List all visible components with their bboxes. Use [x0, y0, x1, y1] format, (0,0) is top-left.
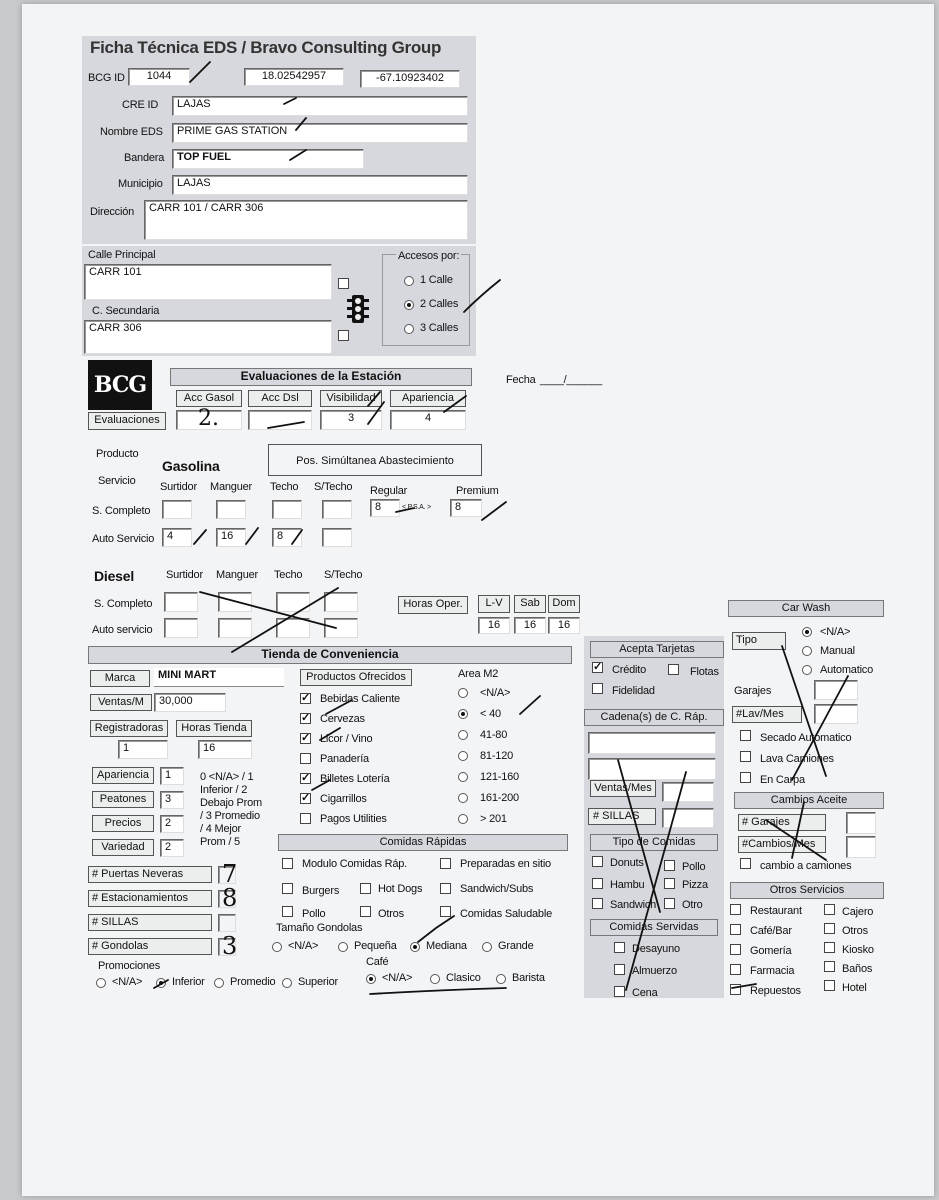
diesel-row-label: S. Completo: [94, 598, 153, 610]
rating-button[interactable]: Apariencia: [92, 767, 154, 784]
diesel-title: Diesel: [94, 568, 135, 584]
comida-label: Burgers: [302, 885, 340, 897]
area-radio[interactable]: [458, 793, 468, 803]
aceite-garajes-button[interactable]: # Garajes: [738, 814, 826, 831]
cafe-option-label: Clasico: [446, 972, 481, 984]
comida-label: Hot Dogs: [378, 883, 423, 895]
area-option-label: < 40: [480, 708, 501, 720]
tarjeta-label: Flotas: [690, 666, 719, 678]
producto-checkbox[interactable]: ✓: [301, 792, 311, 804]
area-option-label: > 201: [480, 813, 507, 825]
tipo-comida-checkbox[interactable]: [592, 898, 603, 909]
otro-servicio-checkbox[interactable]: [824, 942, 835, 953]
gas-cell-field[interactable]: [272, 500, 302, 519]
otro-servicio-label: Kiosko: [842, 944, 874, 956]
cafe-radio[interactable]: [430, 974, 440, 984]
tipo-comida-checkbox[interactable]: [664, 878, 675, 889]
servicio-label: Servicio: [98, 475, 136, 487]
calle-principal-checkbox[interactable]: [338, 278, 349, 289]
tamano-radio[interactable]: [482, 942, 492, 952]
evaluaciones-button[interactable]: Evaluaciones: [88, 412, 166, 430]
tarjeta-checkbox[interactable]: ✓: [593, 661, 603, 673]
premium-field[interactable]: 8: [450, 499, 482, 517]
promocion-option-label: <N/A>: [112, 976, 143, 988]
tamano-radio[interactable]: [338, 942, 348, 952]
ventas-button[interactable]: Ventas/M: [90, 694, 152, 711]
garajes-label: Garajes: [734, 685, 772, 697]
cadena-ventas-field[interactable]: [662, 782, 714, 802]
otro-servicio-checkbox[interactable]: [730, 904, 741, 915]
gas-cell-field[interactable]: 4: [162, 528, 192, 547]
puertas-handwritten: 7: [222, 860, 238, 888]
producto-label: Bebidas Caliente: [320, 693, 400, 705]
diesel-row-label: Auto servicio: [92, 624, 153, 636]
otro-servicio-checkbox[interactable]: [824, 961, 835, 972]
horas-tienda-field[interactable]: 16: [198, 740, 252, 759]
diesel-col-label: Surtidor: [166, 569, 203, 581]
otro-servicio-checkbox[interactable]: [824, 923, 835, 934]
producto-label: Producto: [96, 448, 139, 460]
promocion-radio[interactable]: [96, 978, 106, 988]
tarjeta-label: Crédito: [612, 664, 647, 676]
carwash-option-checkbox[interactable]: [740, 751, 751, 762]
count-button[interactable]: # Puertas Neveras: [88, 866, 212, 883]
eval-value-field[interactable]: [248, 410, 312, 430]
cre-id-field[interactable]: LAJAS: [172, 96, 468, 116]
area-option-label: 121-160: [480, 771, 519, 783]
camiones-label: cambio a camiones: [760, 860, 852, 872]
cadena-sillas-field[interactable]: [662, 808, 714, 828]
area-radio[interactable]: [458, 688, 468, 698]
calle-principal-field[interactable]: CARR 101: [84, 264, 332, 300]
direccion-label: Dirección: [90, 206, 135, 218]
count-field[interactable]: [218, 914, 236, 932]
rating-button[interactable]: Variedad: [92, 839, 154, 856]
eval-col-button[interactable]: Acc Dsl: [248, 390, 312, 407]
promociones-label: Promociones: [98, 960, 160, 972]
carwash-tipo-radio[interactable]: [802, 646, 812, 656]
comida-checkbox[interactable]: [282, 906, 293, 917]
producto-label: Licor / Vino: [320, 733, 373, 745]
tipo-comidas-title: Tipo de Comidas: [590, 834, 718, 851]
cadena-ventas-button[interactable]: Ventas/Mes: [590, 780, 656, 797]
comida-label: Pollo: [302, 908, 326, 920]
tamano-label: Tamaño Gondolas: [276, 922, 363, 934]
otro-servicio-checkbox[interactable]: [730, 924, 741, 935]
horas-value-field[interactable]: 16: [548, 617, 580, 634]
rating-scale-text: Inferior / 2: [200, 784, 248, 796]
otro-servicio-checkbox[interactable]: [824, 980, 835, 991]
servida-checkbox[interactable]: [614, 986, 625, 997]
rating-scale-text: Debajo Prom: [200, 797, 262, 809]
carwash-option-checkbox[interactable]: [740, 730, 751, 741]
rating-field[interactable]: 3: [160, 791, 184, 809]
otro-servicio-label: Farmacia: [750, 965, 795, 977]
marca-field[interactable]: MINI MART: [154, 668, 284, 687]
horas-col-button[interactable]: L-V: [478, 595, 510, 613]
garajes-field[interactable]: [814, 680, 858, 700]
nombre-field[interactable]: PRIME GAS STATION: [172, 123, 468, 143]
producto-checkbox[interactable]: ✓: [301, 692, 311, 704]
comida-label: Preparadas en sitio: [460, 858, 551, 870]
tamano-option-label: Grande: [498, 940, 534, 952]
rating-scale-text: / 3 Promedio: [200, 810, 260, 822]
lavmes-button[interactable]: #Lav/Mes: [732, 706, 802, 723]
promocion-radio[interactable]: [282, 978, 292, 988]
productos-button[interactable]: Productos Ofrecidos: [300, 669, 412, 686]
area-option-label: 161-200: [480, 792, 519, 804]
carwash-tipo-label: Automatico: [820, 664, 874, 676]
carwash-option-label: Secado Automatico: [760, 732, 852, 744]
otro-servicio-checkbox[interactable]: [730, 944, 741, 955]
horas-value-field[interactable]: 16: [514, 617, 546, 634]
eval-col-button[interactable]: Acc Gasol: [176, 390, 242, 407]
rating-button[interactable]: Peatones: [92, 791, 154, 808]
ventas-field[interactable]: 30,000: [154, 693, 226, 712]
producto-label: Cervezas: [320, 713, 365, 725]
rating-scale-text: 0 <N/A> / 1: [200, 771, 254, 783]
comida-checkbox[interactable]: [440, 906, 451, 917]
calle-secundaria-field[interactable]: CARR 306: [84, 320, 332, 354]
camiones-checkbox[interactable]: [740, 858, 751, 869]
producto-checkbox[interactable]: ✓: [301, 772, 311, 784]
carwash-option-checkbox[interactable]: [740, 772, 751, 783]
regular-label: Regular: [370, 485, 408, 497]
horas-col-button[interactable]: Dom: [548, 595, 580, 613]
producto-checkbox[interactable]: ✓: [301, 732, 311, 744]
gas-row-label: Auto Servicio: [92, 533, 155, 545]
diesel-col-label: Techo: [274, 569, 303, 581]
area-radio[interactable]: [458, 772, 468, 782]
tamano-radio[interactable]: [272, 942, 282, 952]
registradoras-button[interactable]: Registradoras: [90, 720, 168, 737]
gas-cell-field[interactable]: 16: [216, 528, 246, 547]
servida-checkbox[interactable]: [614, 942, 625, 953]
comida-checkbox[interactable]: [282, 858, 293, 869]
otro-servicio-checkbox[interactable]: [730, 984, 741, 995]
cadena-field-1[interactable]: [588, 732, 716, 754]
servida-label: Almuerzo: [632, 965, 677, 977]
gas-col-label: Surtidor: [160, 481, 197, 493]
comidas-rapidas-title: Comidas Rápidas: [278, 834, 568, 851]
carwash-tipo-label: Manual: [820, 645, 855, 657]
producto-checkbox[interactable]: [300, 813, 311, 824]
eval-gasol-handwritten: 2.: [198, 406, 219, 431]
comida-label: Modulo Comidas Ráp.: [302, 858, 408, 870]
calle-secundaria-checkbox[interactable]: [338, 330, 349, 341]
tamano-option-label: Mediana: [426, 940, 467, 952]
otro-servicio-label: Café/Bar: [750, 925, 792, 937]
rating-scale-text: / 4 Mejor: [200, 823, 241, 835]
carwash-tipo-button[interactable]: Tipo: [732, 632, 786, 650]
cadena-sillas-button[interactable]: # SILLAS: [588, 808, 656, 825]
pos-simultanea-box: Pos. Simúltanea Abastecimiento: [268, 444, 482, 476]
otro-servicio-label: Baños: [842, 963, 873, 975]
cadena-field-2[interactable]: [588, 758, 716, 780]
longitude-field[interactable]: -67.10923402: [360, 70, 460, 88]
cadena-title: Cadena(s) de C. Ráp.: [584, 709, 724, 726]
municipio-field[interactable]: LAJAS: [172, 175, 468, 195]
promocion-option-label: Superior: [298, 976, 338, 988]
carwash-option-label: Lava Camiones: [760, 753, 834, 765]
premium-label: Premium: [456, 485, 499, 497]
gondolas-handwritten: 3: [222, 932, 238, 960]
horas-oper-button[interactable]: Horas Oper.: [398, 596, 468, 614]
gas-cell-field[interactable]: [322, 528, 352, 547]
horas-tienda-button[interactable]: Horas Tienda: [176, 720, 252, 737]
fecha-value[interactable]: ____/______: [540, 374, 603, 386]
bandera-label: Bandera: [124, 152, 165, 164]
carwash-tipo-label: <N/A>: [820, 626, 851, 638]
horas-value-field[interactable]: 16: [478, 617, 510, 634]
rating-button[interactable]: Precios: [92, 815, 154, 832]
tipo-comida-label: Pizza: [682, 879, 708, 891]
gas-cell-field[interactable]: [216, 500, 246, 519]
bcg-logo: BCG: [88, 360, 152, 410]
eval-col-button[interactable]: Apariencia: [390, 390, 466, 407]
area-radio[interactable]: [458, 730, 468, 740]
carwash-option-label: En Carpa: [760, 774, 805, 786]
otro-servicio-label: Otros: [842, 925, 868, 937]
cafe-radio[interactable]: [366, 974, 376, 984]
area-radio[interactable]: [458, 709, 468, 719]
eval-col-button[interactable]: Visibilidad: [320, 390, 382, 407]
horas-col-button[interactable]: Sab: [514, 595, 546, 613]
registradoras-field[interactable]: 1: [118, 740, 168, 759]
otro-servicio-checkbox[interactable]: [730, 964, 741, 975]
gas-col-label: S/Techo: [314, 481, 353, 493]
otro-servicio-label: Hotel: [842, 982, 867, 994]
otro-servicio-label: Repuestos: [750, 985, 801, 997]
comida-label: Otros: [378, 908, 404, 920]
cafe-option-label: Barista: [512, 972, 545, 984]
cafe-radio[interactable]: [496, 974, 506, 984]
estacionamientos-handwritten: 8: [222, 884, 238, 912]
rating-field[interactable]: 2: [160, 815, 184, 833]
otros-title: Otros Servicios: [730, 882, 884, 899]
servida-checkbox[interactable]: [614, 964, 625, 975]
eval-value-field[interactable]: 3: [320, 410, 382, 430]
latitude-field[interactable]: 18.02542957: [244, 68, 344, 86]
calle-principal-label: Calle Principal: [88, 249, 156, 261]
area-label: Area M2: [458, 668, 499, 680]
producto-label: Pagos Utilities: [320, 813, 387, 825]
comida-label: Comidas Saludable: [460, 908, 552, 920]
area-option-label: 81-120: [480, 750, 514, 762]
tamano-option-label: <N/A>: [288, 940, 319, 952]
cafe-label: Café: [366, 956, 389, 968]
aceite-cambios-field[interactable]: [846, 836, 876, 858]
tarjeta-label: Fidelidad: [612, 685, 655, 697]
diesel-cell-field[interactable]: [324, 618, 358, 638]
promocion-radio[interactable]: [156, 978, 166, 988]
diesel-cell-field[interactable]: [164, 618, 198, 638]
carwash-tipo-radio[interactable]: [802, 665, 812, 675]
comida-label: Sandwich/Subs: [460, 883, 534, 895]
accesos-radio[interactable]: [404, 324, 414, 334]
fecha-label: Fecha: [506, 374, 536, 386]
gas-col-label: Techo: [270, 481, 299, 493]
comida-checkbox[interactable]: [440, 858, 451, 869]
tipo-comida-label: Hambu: [610, 879, 645, 891]
area-radio[interactable]: [458, 751, 468, 761]
cre-id-label: CRE ID: [122, 99, 159, 111]
tarjeta-checkbox[interactable]: [592, 683, 603, 694]
direccion-field[interactable]: CARR 101 / CARR 306: [144, 200, 468, 240]
producto-checkbox[interactable]: ✓: [301, 712, 311, 724]
aceite-garajes-field[interactable]: [846, 812, 876, 834]
rating-scale-text: Prom / 5: [200, 836, 240, 848]
gas-cell-field[interactable]: [162, 500, 192, 519]
tarjetas-title: Acepta Tarjetas: [590, 641, 724, 658]
diesel-col-label: Manguer: [216, 569, 259, 581]
accesos-option-label: 2 Calles: [420, 298, 459, 310]
aceite-cambios-button[interactable]: #Cambios/Mes: [738, 836, 826, 853]
diesel-cell-field[interactable]: [164, 592, 198, 612]
eval-value-field[interactable]: 4: [390, 410, 466, 430]
comidas-servidas-title: Comidas Servidas: [590, 919, 718, 936]
tipo-comida-checkbox[interactable]: [664, 860, 675, 871]
bcg-id-label: BCG ID: [88, 72, 125, 84]
carwash-tipo-radio[interactable]: [802, 627, 812, 637]
accesos-option-label: 1 Calle: [420, 274, 453, 286]
tipo-comida-checkbox[interactable]: [592, 878, 603, 889]
carwash-title: Car Wash: [728, 600, 884, 617]
otro-servicio-checkbox[interactable]: [824, 904, 835, 915]
comida-checkbox[interactable]: [360, 883, 371, 894]
accesos-label: Accesos por:: [398, 250, 460, 262]
gas-row-label: S. Completo: [92, 505, 151, 517]
area-option-label: <N/A>: [480, 687, 511, 699]
count-button[interactable]: # Estacionamientos: [88, 890, 212, 907]
lavmes-field[interactable]: [814, 704, 858, 724]
rating-field[interactable]: 2: [160, 839, 184, 857]
area-option-label: 41-80: [480, 729, 508, 741]
gasolina-title: Gasolina: [162, 458, 220, 474]
servida-label: Cena: [632, 987, 658, 999]
psa-label: < P.S.A. >: [402, 504, 432, 511]
aceite-title: Cambios Aceite: [734, 792, 884, 809]
count-button[interactable]: # SILLAS: [88, 914, 212, 931]
tamano-option-label: Pequeña: [354, 940, 397, 952]
bcg-id-field[interactable]: 1044: [128, 68, 190, 86]
tipo-comida-label: Otro: [682, 899, 703, 911]
otro-servicio-label: Gomería: [750, 945, 792, 957]
promocion-radio[interactable]: [214, 978, 224, 988]
area-radio[interactable]: [458, 814, 468, 824]
gas-cell-field[interactable]: [322, 500, 352, 519]
form-title: Ficha Técnica EDS / Bravo Consulting Group: [90, 38, 442, 57]
diesel-cell-field[interactable]: [218, 592, 252, 612]
accesos-radio[interactable]: [404, 300, 414, 310]
tipo-comida-checkbox[interactable]: [664, 898, 675, 909]
producto-label: Panadería: [320, 753, 369, 765]
bandera-field[interactable]: TOP FUEL: [172, 149, 364, 169]
promocion-option-label: Inferior: [172, 976, 205, 988]
evaluaciones-title: Evaluaciones de la Estación: [170, 368, 472, 386]
tamano-radio[interactable]: [410, 942, 420, 952]
count-button[interactable]: # Gondolas: [88, 938, 212, 955]
diesel-cell-field[interactable]: [276, 618, 310, 638]
gas-col-label: Manguer: [210, 481, 253, 493]
cafe-option-label: <N/A>: [382, 972, 413, 984]
nombre-label: Nombre EDS: [100, 126, 163, 138]
accesos-radio[interactable]: [404, 276, 414, 286]
servida-label: Desayuno: [632, 943, 680, 955]
rating-field[interactable]: 1: [160, 767, 184, 785]
promocion-option-label: Promedio: [230, 976, 276, 988]
comida-checkbox[interactable]: [360, 906, 371, 917]
tipo-comida-label: Pollo: [682, 861, 706, 873]
diesel-cell-field[interactable]: [276, 592, 310, 612]
comida-checkbox[interactable]: [440, 883, 451, 894]
otro-servicio-label: Cajero: [842, 906, 874, 918]
traffic-light-icon: [346, 294, 370, 324]
tarjeta-checkbox[interactable]: [668, 664, 679, 675]
marca-button[interactable]: Marca: [90, 670, 150, 687]
regular-field[interactable]: 8: [370, 499, 400, 517]
producto-label: Cigarrillos: [320, 793, 367, 805]
otro-servicio-label: Restaurant: [750, 905, 802, 917]
producto-label: Billetes Lotería: [320, 773, 390, 785]
tipo-comida-label: Sandwich: [610, 899, 657, 911]
producto-checkbox[interactable]: [300, 753, 311, 764]
tipo-comida-checkbox[interactable]: [592, 856, 603, 867]
comida-checkbox[interactable]: [282, 883, 293, 894]
diesel-cell-field[interactable]: [324, 592, 358, 612]
gas-cell-field[interactable]: 8: [272, 528, 302, 547]
tienda-title: Tienda de Conveniencia: [88, 646, 572, 664]
diesel-col-label: S/Techo: [324, 569, 363, 581]
calle-secundaria-label: C. Secundaria: [92, 305, 160, 317]
accesos-option-label: 3 Calles: [420, 322, 459, 334]
municipio-label: Municipio: [118, 178, 163, 190]
diesel-cell-field[interactable]: [218, 618, 252, 638]
tipo-comida-label: Donuts: [610, 857, 644, 869]
